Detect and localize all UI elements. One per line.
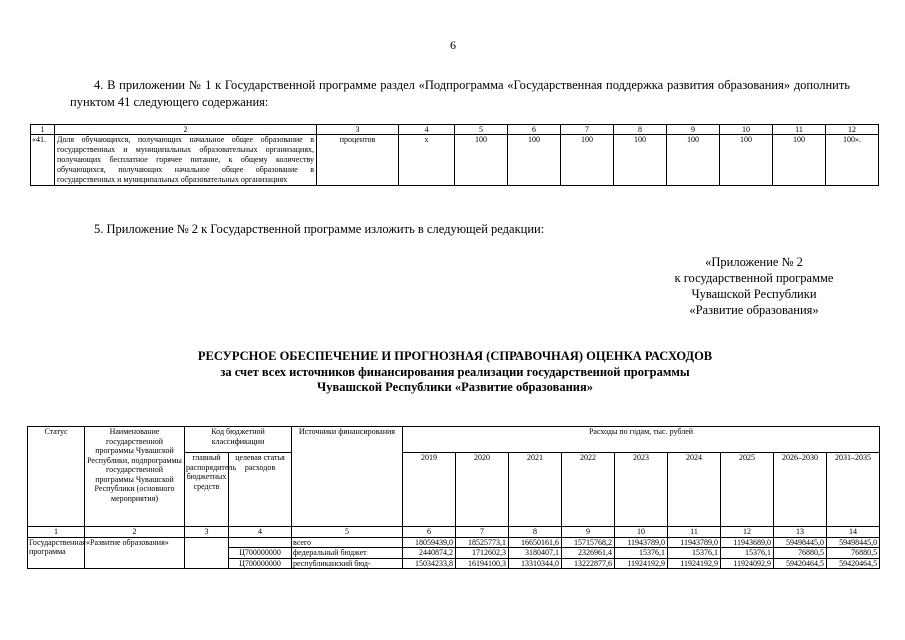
header-cell: 3 [317,125,399,135]
value-cell: 18059439,0 [403,537,456,548]
header-budget-code: Код бюджетной классификации [185,427,292,453]
appendix-heading [620,254,888,318]
target-item-cell: Ц700000000 [229,548,292,559]
table-row [28,537,880,548]
value-cell: 2440874,2 [403,548,456,559]
header-program-name: Наименование государственной программы Чувашской Республики, подпрограммы государственной программы Чувашской Республики (основного мероприятия) [85,427,185,527]
source-cell: республиканский бюд- [292,558,403,569]
appendix-line: к государственной программе [674,271,834,285]
column-number: 10 [615,527,668,538]
header-cell: 5 [455,125,508,135]
value-cell: 2326961,4 [562,548,615,559]
appendix-line: «Развитие образования» [689,303,819,317]
column-number: 2 [85,527,185,538]
value-cell: 11924092,9 [721,558,774,569]
value-cell: 3180407,1 [509,548,562,559]
year-header: 2019 [403,453,456,527]
title-line: за счет всех источников финансирования реализации государственной программы [220,364,690,379]
target-item-cell [229,537,292,548]
value-cell: 100». [826,135,879,186]
column-number: 4 [229,527,292,538]
resource-table [27,426,880,569]
value-cell: 11924192,9 [668,558,721,569]
value-cell: 59498445,0 [774,537,827,548]
header-cell: 4 [399,125,455,135]
value-cell: 15715768,2 [562,537,615,548]
value-cell: 13222877,6 [562,558,615,569]
value-cell: 15376,1 [721,548,774,559]
column-number: 11 [668,527,721,538]
column-number: 6 [403,527,456,538]
value-cell: 15034233,8 [403,558,456,569]
header-cell: 12 [826,125,879,135]
source-cell: федеральный бюджет [292,548,403,559]
value-cell: 100 [561,135,614,186]
column-number: 5 [292,527,403,538]
status-cell: Государственная программа [28,537,85,569]
value-cell: 1712602,3 [456,548,509,559]
header-cell: 11 [773,125,826,135]
source-cell: всего [292,537,403,548]
value-cell: 100 [773,135,826,186]
value-cell: 76880,5 [774,548,827,559]
value-cell: 16194100,3 [456,558,509,569]
value-cell: 11943689,0 [721,537,774,548]
year-header: 2023 [615,453,668,527]
column-number: 14 [827,527,880,538]
value-cell: 11943789,0 [615,537,668,548]
document-title [60,349,850,396]
column-number: 1 [28,527,85,538]
value-cell: 18525773,1 [456,537,509,548]
indicator-name: Доля обучающихся, получающих начальное общее образование в государственных и муниципальных образовательных организациях, получающих бесплатное горячее питание, к общему количеству обучающихся, получающих начальное общее образование в государственных и муниципальных образовательных организациях [55,135,317,186]
header-cell: 1 [31,125,55,135]
value-cell: х [399,135,455,186]
page-number: 6 [450,38,456,52]
column-numbers-row [28,527,880,538]
column-number: 13 [774,527,827,538]
indicator-table-header [31,125,879,135]
value-cell: 100 [508,135,561,186]
year-header: 2020 [456,453,509,527]
row-number: «41. [31,135,55,186]
value-cell: 100 [667,135,720,186]
year-header: 2022 [562,453,615,527]
value-cell: 15376,1 [668,548,721,559]
header-main-administrator: главный распорядитель бюджетных средств [185,453,229,527]
value-cell: 100 [720,135,773,186]
column-number: 9 [562,527,615,538]
header-expenses: Расходы по годам, тыс. рублей [403,427,880,453]
header-cell: 8 [614,125,667,135]
main-administrator-cell [185,537,229,569]
value-cell: 13310344,0 [509,558,562,569]
paragraph-5: 5. Приложение № 2 к Государственной программе изложить в следующей редакции: [94,222,545,236]
header-cell: 6 [508,125,561,135]
column-number: 12 [721,527,774,538]
value-cell: 76880,5 [827,548,880,559]
value-cell: 100 [614,135,667,186]
value-cell: 16650161,6 [509,537,562,548]
value-cell: 11924192,9 [615,558,668,569]
year-header: 2025 [721,453,774,527]
indicator-row [31,135,879,186]
column-number: 3 [185,527,229,538]
unit-cell: процентов [317,135,399,186]
header-status: Статус [28,427,85,527]
year-header: 2026–2030 [774,453,827,527]
year-header: 2031–2035 [827,453,880,527]
indicator-table [30,124,879,186]
value-cell: 59498445,0 [827,537,880,548]
header-target-item: целевая статья расходов [229,453,292,527]
year-header: 2021 [509,453,562,527]
year-header: 2024 [668,453,721,527]
header-cell: 9 [667,125,720,135]
header-cell: 10 [720,125,773,135]
appendix-line: «Приложение № 2 [705,255,803,269]
column-number: 8 [509,527,562,538]
header-cell: 7 [561,125,614,135]
title-line: Чувашской Республики «Развитие образования» [317,380,593,394]
value-cell: 59420464,5 [827,558,880,569]
appendix-line: Чувашской Республики [691,287,817,301]
value-cell: 11943789,0 [668,537,721,548]
value-cell: 15376,1 [615,548,668,559]
header-sources: Источники финансирования [292,427,403,527]
target-item-cell: Ц700000000 [229,558,292,569]
program-name-cell: «Развитие образования» [85,537,185,569]
paragraph-4: 4. В приложении № 1 к Государственной программе раздел «Подпрограмма «Государственная поддержка развития образования» дополнить пунктом 41 следующего содержания: [70,78,850,109]
value-cell: 59420464,5 [774,558,827,569]
value-cell: 100 [455,135,508,186]
title-line: РЕСУРСНОЕ ОБЕСПЕЧЕНИЕ И ПРОГНОЗНАЯ (СПРАВОЧНАЯ) ОЦЕНКА РАСХОДОВ [197,349,713,363]
header-cell: 2 [55,125,317,135]
column-number: 7 [456,527,509,538]
